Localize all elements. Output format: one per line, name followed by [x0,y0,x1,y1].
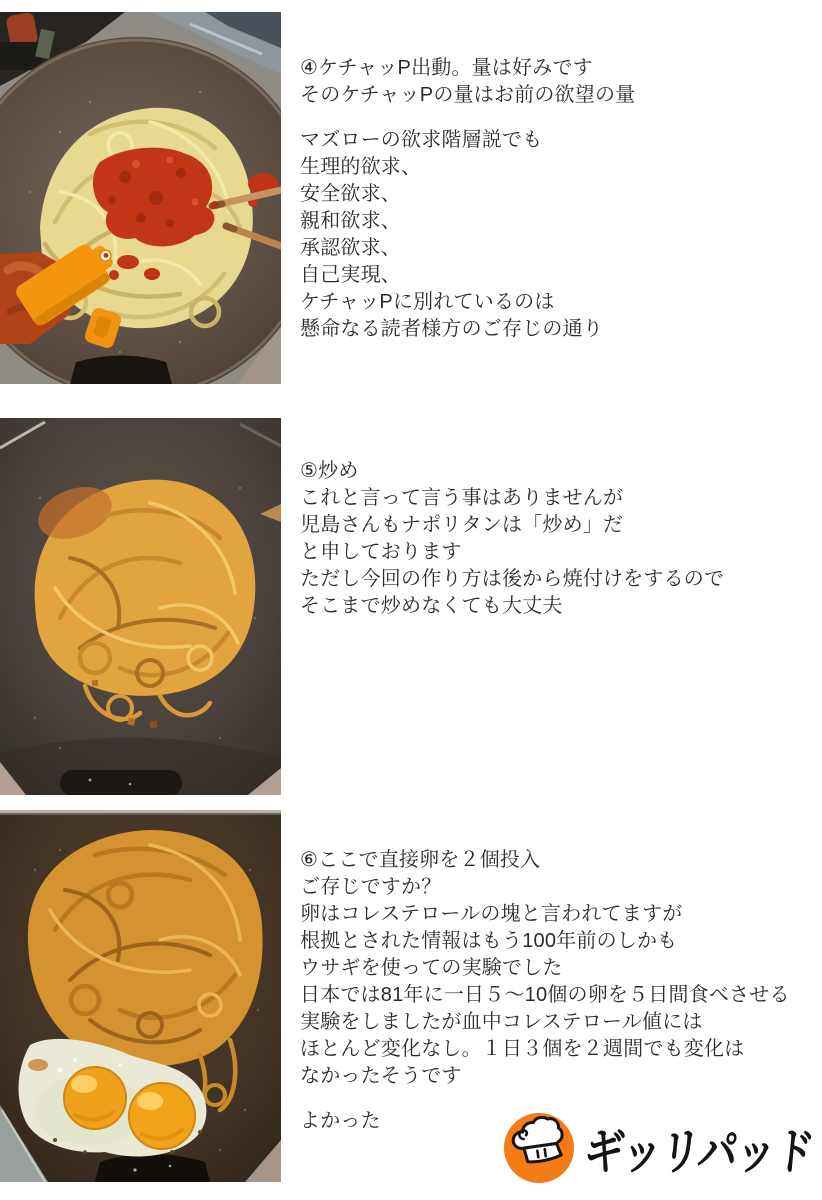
text-line: 根拠とされた情報はもう100年前のしかも [300,930,678,952]
text-line: 安全欲求、 [300,183,401,205]
text-line: 承認欲求、 [300,237,401,259]
photo-step6-eggs-on-pasta [0,810,281,1182]
step4-text-block [300,55,818,343]
text-line: なかったそうです [300,1065,462,1087]
logo-circle [504,1113,574,1183]
text-line: 実験をしましたが血中コレステロール値には [300,1011,703,1033]
text-line: と申しております [300,541,462,563]
chef-hat-icon [504,1113,574,1183]
step5-text-block [300,458,818,620]
brand-logo [504,1112,822,1184]
text-line: ただし今回の作り方は後から焼付けをするので [300,568,725,590]
photo-step6-illustration [0,810,281,1182]
logo-text: ギッリパッド [581,1124,816,1180]
paragraph-gap [300,1090,818,1108]
text-line: 自己実現、 [300,264,401,286]
text-line: 児島さんもナポリタンは「炒め」だ [300,514,624,536]
text-line: ほとんど変化なし。１日３個を２週間でも変化は [300,1038,745,1060]
photo-step5-illustration [0,418,281,795]
photo-step4-ketchup-on-pasta [0,12,281,384]
text-line: 親和欲求、 [300,210,401,232]
text-line: ウサギを使っての実験でした [300,957,563,979]
text-line: ⑥ここで直接卵を２個投入 [300,849,541,871]
text-line: ④ケチャッP出動。量は好みです [300,57,593,79]
egg-yolk [64,1067,126,1129]
text-line: 懸命なる読者様方のご存じの通り [300,318,603,340]
text-line: よかった [300,1110,381,1132]
photo-step4-illustration [0,12,281,384]
photo-step5-stir-fried-pasta [0,418,281,795]
text-line: ケチャッPに別れているのは [300,291,555,313]
step6-text-block [300,847,818,1135]
text-line: これと言って言う事はありませんが [300,487,624,509]
paragraph-gap [300,109,818,127]
text-line: ⑤炒め [300,460,359,482]
text-line: 生理的欲求、 [300,156,422,178]
text-line: 日本では81年に一日５〜10個の卵を５日間食べさせる [300,984,790,1006]
text-line: そのケチャッPの量はお前の欲望の量 [300,84,636,106]
text-line: マズローの欲求階層説でも [300,129,543,151]
text-line: そこまで炒めなくても大丈夫 [300,595,563,617]
text-line: 卵はコレステロールの塊と言われてますが [300,903,683,925]
text-line: ご存じですか？ [300,876,442,898]
egg-yolk [129,1083,195,1149]
